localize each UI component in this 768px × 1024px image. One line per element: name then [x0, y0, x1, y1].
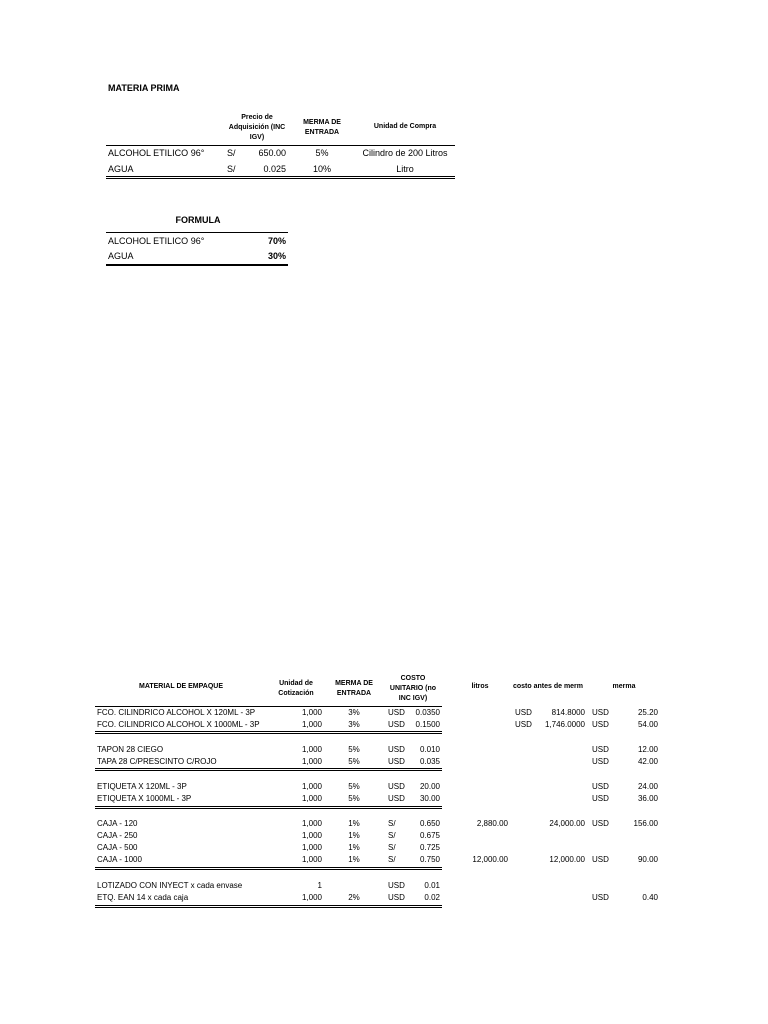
header-costo-unitario: COSTO UNITARIO (no INC IGV) — [389, 675, 437, 702]
materia-prima-title: MATERIA PRIMA — [108, 83, 180, 93]
group-rule — [95, 867, 442, 868]
empaque-unidad: 1,000 — [301, 819, 322, 828]
empaque-merma-valor: 156.00 — [633, 819, 658, 828]
empaque-merma: 3% — [348, 720, 360, 729]
empaque-costo-antes: 12,000.00 — [549, 855, 585, 864]
materia-unidad: Litro — [396, 164, 414, 174]
group-rule — [95, 731, 442, 732]
empaque-unidad: 1,000 — [301, 831, 322, 840]
empaque-currency: S/ — [388, 855, 396, 864]
empaque-unidad: 1,000 — [301, 745, 322, 754]
header-rule — [106, 145, 455, 146]
group-rule — [95, 770, 442, 771]
group-rule — [95, 806, 442, 807]
empaque-costo: 0.725 — [419, 843, 440, 852]
empaque-currency-3: USD — [592, 745, 609, 754]
empaque-currency-3: USD — [592, 893, 609, 902]
empaque-merma: 1% — [348, 831, 360, 840]
empaque-merma-valor: 90.00 — [637, 855, 658, 864]
empaque-name: CAJA - 500 — [97, 843, 138, 852]
double-rule — [106, 176, 455, 177]
empaque-header-rule — [95, 706, 442, 707]
empaque-unidad: 1,000 — [301, 794, 322, 803]
empaque-merma-valor: 54.00 — [637, 720, 658, 729]
header-merma: MERMA DE ENTRADA — [303, 119, 341, 136]
empaque-litros: 12,000.00 — [472, 855, 508, 864]
group-rule — [95, 768, 442, 769]
formula-top-rule — [106, 232, 288, 233]
empaque-currency: S/ — [388, 831, 396, 840]
empaque-currency-3: USD — [592, 819, 609, 828]
group-rule — [95, 907, 442, 908]
empaque-costo: 0.0350 — [415, 708, 440, 717]
empaque-currency-2: USD — [515, 720, 532, 729]
empaque-name: LOTIZADO CON INYECT x cada envase — [97, 881, 243, 890]
empaque-currency-3: USD — [592, 757, 609, 766]
formula-name: AGUA — [108, 251, 134, 261]
empaque-currency: USD — [388, 893, 405, 902]
empaque-litros: 2,880.00 — [476, 819, 508, 828]
formula-pct: 30% — [267, 251, 286, 261]
header-unidad-compra: Unidad de Compra — [373, 123, 437, 130]
empaque-costo: 0.1500 — [415, 720, 440, 729]
formula-bottom-rule — [106, 264, 288, 266]
empaque-merma: 1% — [348, 819, 360, 828]
group-rule — [95, 808, 442, 809]
empaque-currency: USD — [388, 708, 405, 717]
materia-currency: S/ — [227, 164, 236, 174]
empaque-costo: 0.01 — [424, 881, 440, 890]
empaque-merma-valor: 12.00 — [637, 745, 658, 754]
empaque-merma: 5% — [348, 782, 360, 791]
empaque-costo: 0.02 — [424, 893, 440, 902]
header-material: MATERIAL DE EMPAQUE — [138, 683, 223, 690]
group-rule — [95, 869, 442, 870]
header-unidad-cotizacion: Unidad de Cotización — [278, 680, 314, 697]
materia-currency: S/ — [227, 148, 236, 158]
empaque-name: TAPON 28 CIEGO — [97, 745, 164, 754]
group-rule — [95, 905, 442, 906]
empaque-currency-3: USD — [592, 708, 609, 717]
empaque-name: ETIQUETA X 1000ML - 3P — [97, 794, 192, 803]
empaque-merma-valor: 24.00 — [637, 782, 658, 791]
empaque-merma: 5% — [348, 794, 360, 803]
empaque-name: FCO. CILINDRICO ALCOHOL X 120ML - 3P — [97, 708, 256, 717]
header-merma-entrada: MERMA DE ENTRADA — [335, 680, 373, 697]
header-costo-antes: costo antes de merm — [512, 683, 584, 690]
empaque-costo: 0.750 — [419, 855, 440, 864]
empaque-unidad: 1,000 — [301, 782, 322, 791]
materia-price: 650.00 — [258, 148, 286, 158]
empaque-costo: 0.675 — [419, 831, 440, 840]
empaque-currency-2: USD — [515, 708, 532, 717]
formula-pct: 70% — [267, 236, 286, 246]
empaque-costo-antes: 814.8000 — [551, 708, 585, 717]
empaque-costo: 0.035 — [419, 757, 440, 766]
empaque-currency-3: USD — [592, 782, 609, 791]
empaque-costo: 0.650 — [419, 819, 440, 828]
header-precio: Precio de Adquisición (INC IGV) — [228, 114, 286, 141]
empaque-currency-3: USD — [592, 794, 609, 803]
header-merma: merma — [612, 683, 636, 690]
double-rule — [106, 178, 455, 179]
empaque-currency-3: USD — [592, 855, 609, 864]
empaque-name: TAPA 28 C/PRESCINTO C/ROJO — [97, 757, 217, 766]
empaque-unidad: 1,000 — [301, 720, 322, 729]
empaque-currency: S/ — [388, 819, 396, 828]
empaque-currency: USD — [388, 794, 405, 803]
materia-unidad: Cilindro de 200 Litros — [362, 148, 448, 158]
empaque-currency-3: USD — [592, 720, 609, 729]
empaque-name: CAJA - 1000 — [97, 855, 142, 864]
empaque-name: ETIQUETA X 120ML - 3P — [97, 782, 187, 791]
empaque-merma: 3% — [348, 708, 360, 717]
empaque-unidad: 1 — [317, 881, 322, 890]
empaque-name: CAJA - 120 — [97, 819, 138, 828]
empaque-costo-antes: 24,000.00 — [549, 819, 585, 828]
empaque-merma: 1% — [348, 855, 360, 864]
empaque-costo: 20.00 — [419, 782, 440, 791]
empaque-merma-valor: 0.40 — [642, 893, 658, 902]
empaque-merma-valor: 25.20 — [637, 708, 658, 717]
empaque-currency: USD — [388, 745, 405, 754]
materia-merma: 10% — [312, 164, 331, 174]
empaque-unidad: 1,000 — [301, 893, 322, 902]
empaque-costo: 30.00 — [419, 794, 440, 803]
materia-merma: 5% — [315, 148, 329, 158]
formula-name: ALCOHOL ETILICO 96° — [108, 236, 205, 246]
empaque-currency: USD — [388, 757, 405, 766]
empaque-merma: 5% — [348, 745, 360, 754]
empaque-name: FCO. CILINDRICO ALCOHOL X 1000ML - 3P — [97, 720, 260, 729]
empaque-currency: S/ — [388, 843, 396, 852]
empaque-costo: 0.010 — [419, 745, 440, 754]
header-litros: litros — [471, 683, 489, 690]
materia-name: ALCOHOL ETILICO 96° — [108, 148, 205, 158]
empaque-merma-valor: 42.00 — [637, 757, 658, 766]
empaque-merma: 2% — [348, 893, 360, 902]
empaque-name: CAJA - 250 — [97, 831, 138, 840]
empaque-merma: 1% — [348, 843, 360, 852]
empaque-merma-valor: 36.00 — [637, 794, 658, 803]
empaque-unidad: 1,000 — [301, 855, 322, 864]
group-rule — [95, 733, 442, 734]
empaque-name: ETQ. EAN 14 x cada caja — [97, 893, 189, 902]
empaque-unidad: 1,000 — [301, 843, 322, 852]
empaque-unidad: 1,000 — [301, 757, 322, 766]
empaque-currency: USD — [388, 881, 405, 890]
empaque-currency: USD — [388, 782, 405, 791]
materia-name: AGUA — [108, 164, 134, 174]
empaque-merma: 5% — [348, 757, 360, 766]
empaque-unidad: 1,000 — [301, 708, 322, 717]
empaque-costo-antes: 1,746.0000 — [544, 720, 585, 729]
empaque-currency: USD — [388, 720, 405, 729]
formula-title: FORMULA — [175, 215, 221, 225]
materia-price: 0.025 — [263, 164, 286, 174]
